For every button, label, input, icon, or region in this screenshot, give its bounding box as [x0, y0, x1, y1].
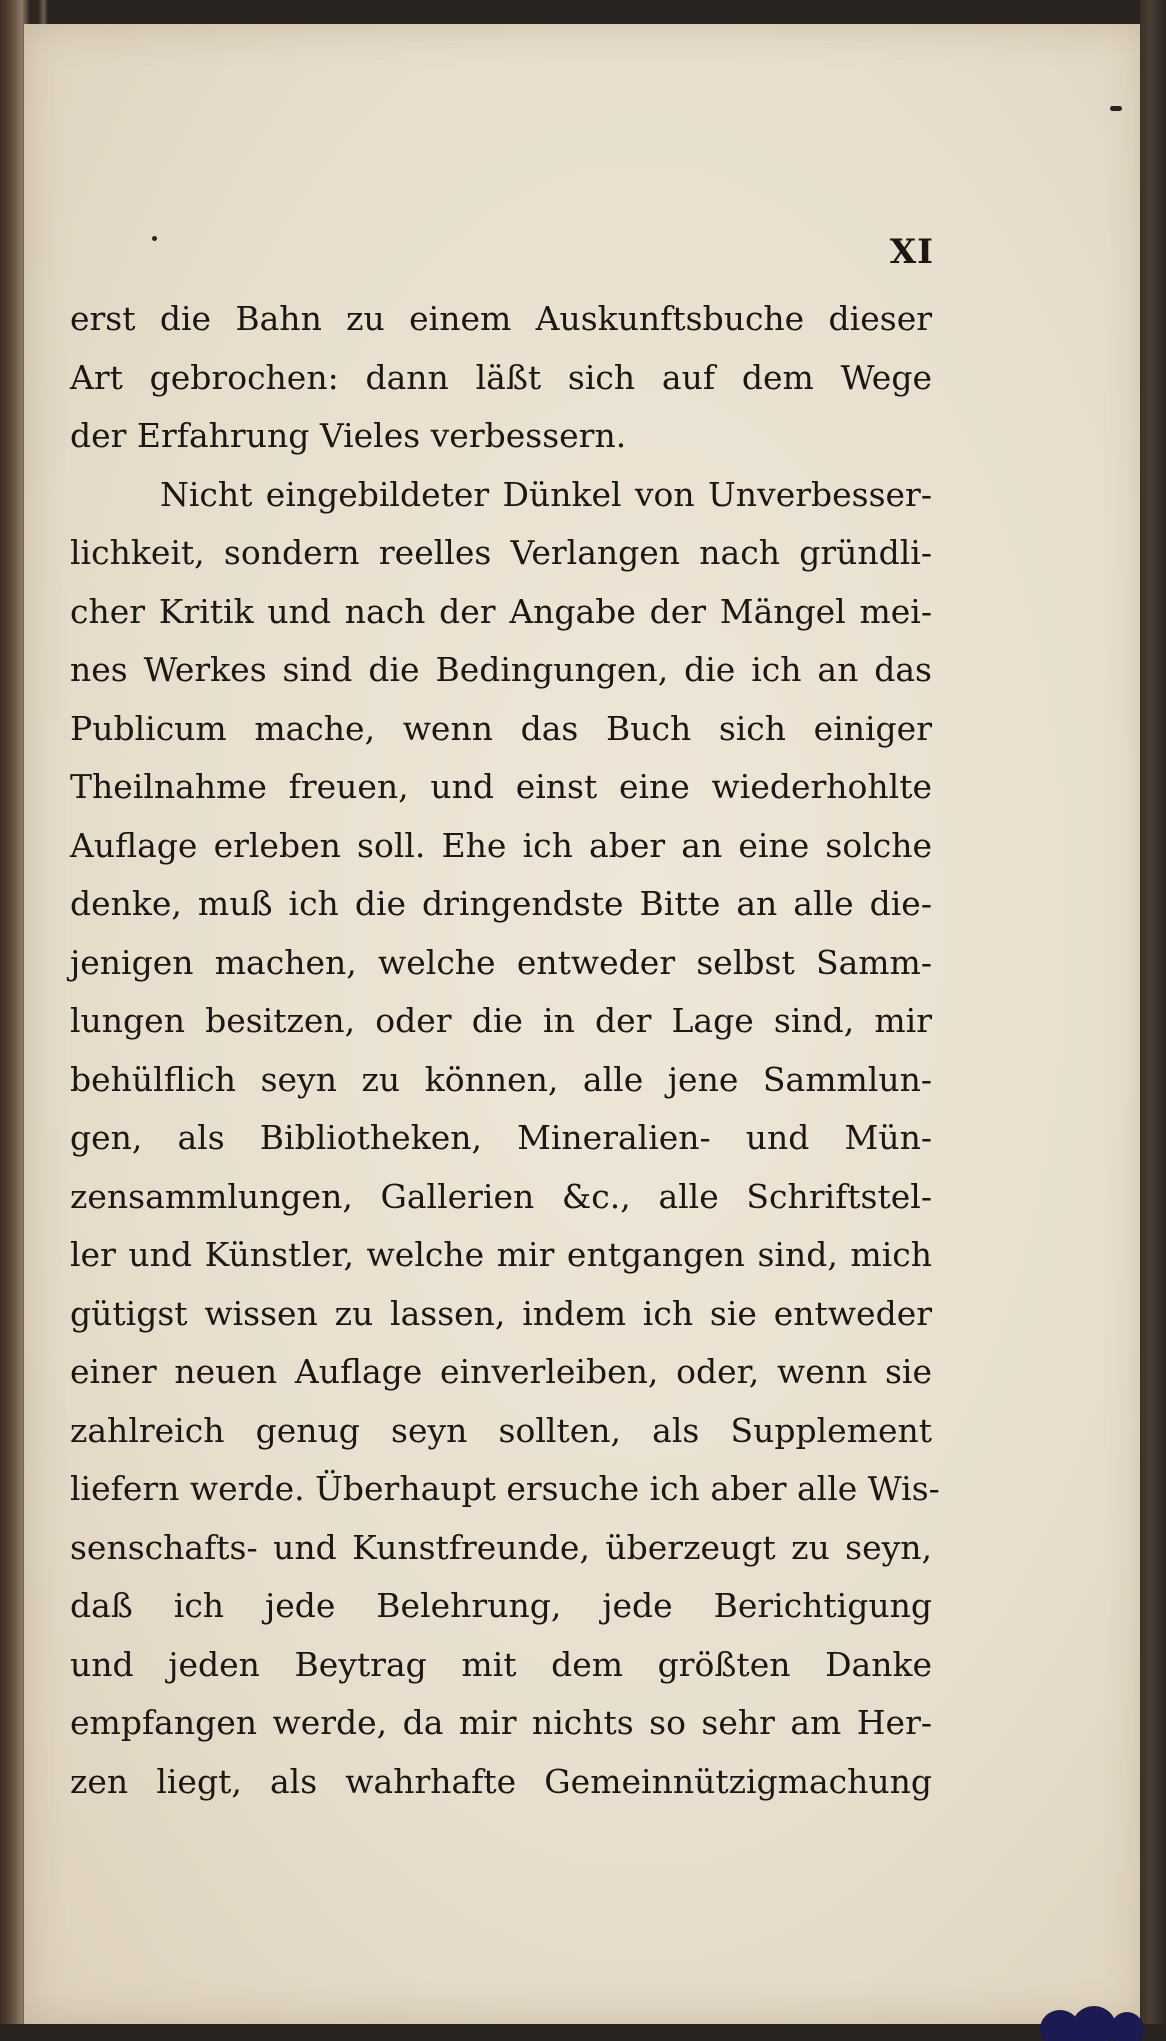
book-edge-bottom: [0, 2024, 1166, 2041]
text-line: denke, muß ich die dringendste Bitte an alle die-: [70, 884, 932, 923]
text-line: erst die Bahn zu einem Auskunftsbuche dieser: [70, 299, 932, 338]
ink-speck: [1110, 106, 1122, 111]
text-line: und jeden Beytrag mit dem größten Danke: [70, 1644, 932, 1684]
text-line: Publicum mache, wenn das Buch sich einiger: [70, 708, 932, 748]
book-edge-right: [1140, 0, 1166, 2041]
text-line: behülflich seyn zu können, alle jene Sammlun-: [70, 1059, 932, 1099]
text-line: zensammlungen, Gallerien &c., alle Schriftstel-: [70, 1176, 932, 1216]
text-line: zahlreich genug seyn sollten, als Supplement: [70, 1410, 932, 1450]
text-line: zen liegt, als wahrhafte Gemeinnützigmachung: [70, 1761, 932, 1801]
text-line: gen, als Bibliotheken, Mineralien- und Mün-: [70, 1118, 932, 1157]
text-line: lungen besitzen, oder die in der Lage sind, mir: [70, 1001, 932, 1040]
text-line: cher Kritik und nach der Angabe der Mängel mei-: [70, 591, 932, 631]
text-line: nes Werkes sind die Bedingungen, die ich an das: [70, 650, 932, 689]
text-line: lichkeit, sondern reelles Verlangen nach gründli-: [70, 533, 932, 572]
text-line: Auflage erleben soll. Ehe ich aber an eine solche: [70, 825, 932, 865]
text-line: Nicht eingebildeter Dünkel von Unverbesser-: [160, 474, 932, 514]
text-line: empfangen werde, da mir nichts so sehr am Her-: [70, 1703, 932, 1742]
text-line: senschafts- und Kunstfreunde, überzeugt zu seyn,: [70, 1527, 932, 1567]
text-line: ler und Künstler, welche mir entgangen sind, mich: [70, 1235, 932, 1274]
text-line: jenigen machen, welche entweder selbst Samm-: [70, 942, 932, 982]
ink-speck: [152, 236, 157, 241]
page-number: XI: [889, 232, 934, 272]
text-line: einer neuen Auflage einverleiben, oder, wenn sie: [70, 1352, 932, 1391]
text-line: der Erfahrung Vieles verbessern.: [70, 416, 627, 455]
text-line: Theilnahme freuen, und einst eine wiederhohlte: [70, 767, 932, 806]
text-line: gütigst wissen zu lassen, indem ich sie entweder: [70, 1293, 932, 1333]
text-line: liefern werde. Überhaupt ersuche ich aber alle Wis-: [70, 1469, 940, 1508]
body-text: [70, 290, 940, 1811]
text-line: daß ich jede Belehrung, jede Berichtigung: [70, 1586, 932, 1625]
text-line: Art gebrochen: dann läßt sich auf dem Wege: [70, 357, 932, 397]
